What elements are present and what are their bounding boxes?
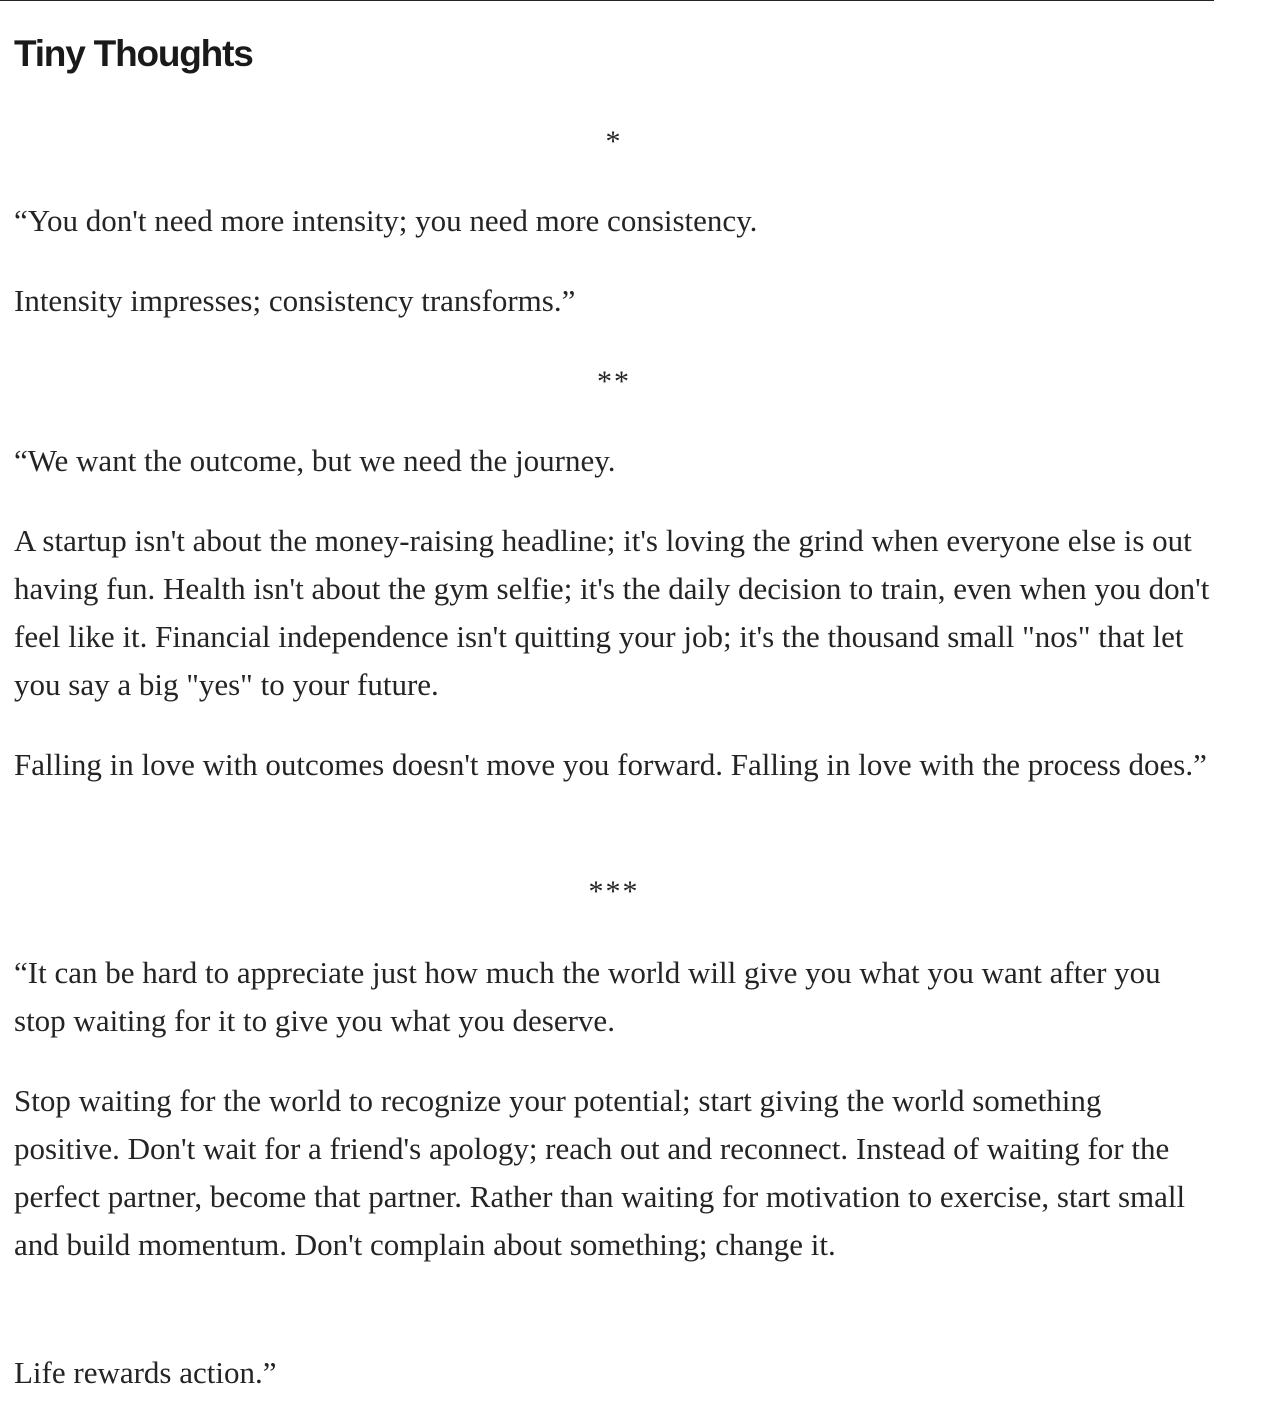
paragraph: Stop waiting for the world to recognize your potential; start giving the world something positive. Don't wait for a friend's apology; reach out and reconnect. Instead of waiting for the perfect partner, become that partner. Rather than waiting for motivation to exercise, start small and build momentum. Don't complain about something; change it. bbox=[14, 1083, 1186, 1262]
paragraph: “We want the outcome, but we need the journey. bbox=[14, 443, 616, 478]
paragraph: Life rewards action.” bbox=[14, 1355, 277, 1390]
paragraph: Intensity impresses; consistency transforms.” bbox=[14, 283, 576, 318]
top-divider-line bbox=[0, 0, 1214, 1]
paragraph: “You don't need more intensity; you need more consistency. bbox=[14, 203, 758, 238]
article-title: Tiny Thoughts bbox=[14, 33, 253, 74]
paragraph: Falling in love with outcomes doesn't move you forward. Falling in love with the process does.” bbox=[14, 747, 1207, 782]
section-divider-1: * bbox=[605, 125, 623, 158]
paragraph: A startup isn't about the money-raising headline; it's loving the grind when everyone else is out having fun. Health isn't about the gym selfie; it's the daily decision to train, even when you don't feel like it. Financial independence isn't quitting your job; it's the thousand small "nos" that let you say a big "yes" to your future. bbox=[14, 523, 1210, 702]
section-divider-2: ** bbox=[597, 365, 631, 398]
paragraph: “It can be hard to appreciate just how much the world will give you what you want after you stop waiting for it to give you what you deserve. bbox=[14, 955, 1161, 1038]
section-divider-3: *** bbox=[588, 875, 640, 908]
